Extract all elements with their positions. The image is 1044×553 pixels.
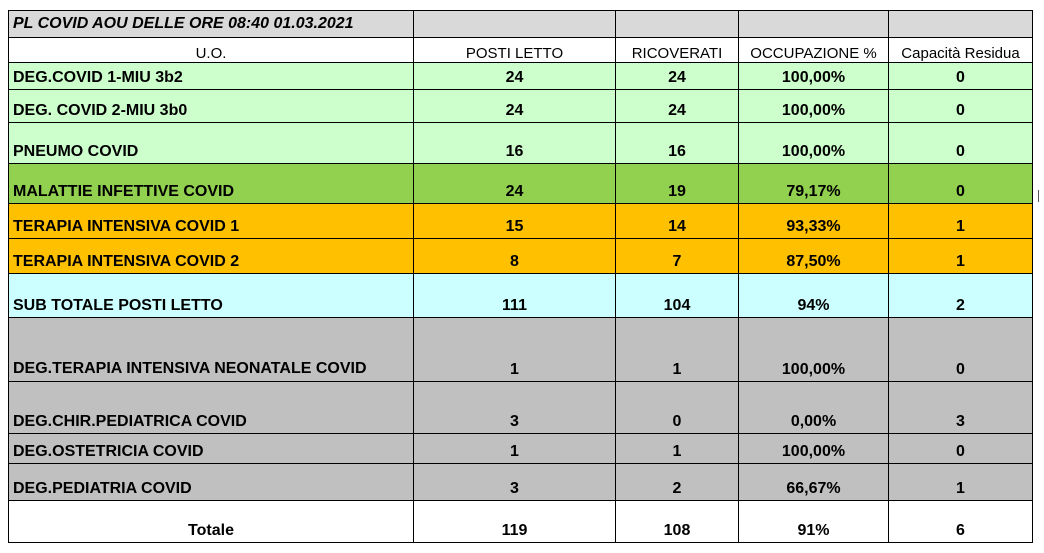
occupazione-cell: 100,00% xyxy=(739,90,889,123)
capacita-cell: 1 xyxy=(889,239,1033,274)
table-row xyxy=(9,274,1033,318)
table-row xyxy=(9,90,1033,123)
posti-letto-cell: 24 xyxy=(414,90,616,123)
ricoverati-total: 108 xyxy=(616,501,739,543)
row-name: SUB TOTALE POSTI LETTO xyxy=(9,274,414,318)
row-name: DEG. COVID 2-MIU 3b0 xyxy=(9,90,414,123)
capacita-cell: 0 xyxy=(889,434,1033,464)
capacita-cell: 0 xyxy=(889,164,1033,204)
row-name: MALATTIE INFETTIVE COVID xyxy=(9,164,414,204)
total-label: Totale xyxy=(9,501,414,543)
ricoverati-cell: 104 xyxy=(616,274,739,318)
row-name: DEG.CHIR.PEDIATRICA COVID xyxy=(9,382,414,434)
ricoverati-cell: 14 xyxy=(616,204,739,239)
capacita-cell: 0 xyxy=(889,63,1033,90)
header-ricoverati: RICOVERATI xyxy=(616,38,739,63)
capacita-cell: 2 xyxy=(889,274,1033,318)
table-row xyxy=(9,434,1033,464)
ricoverati-cell: 16 xyxy=(616,123,739,164)
row-name: DEG.OSTETRICIA COVID xyxy=(9,434,414,464)
posti-letto-cell: 1 xyxy=(414,434,616,464)
ricoverati-cell: 7 xyxy=(616,239,739,274)
header-uo: U.O. xyxy=(9,38,414,63)
row-name: TERAPIA INTENSIVA COVID 2 xyxy=(9,239,414,274)
table-row xyxy=(9,123,1033,164)
posti-letto-cell: 8 xyxy=(414,239,616,274)
ricoverati-cell: 24 xyxy=(616,90,739,123)
ricoverati-cell: 0 xyxy=(616,382,739,434)
occupazione-cell: 100,00% xyxy=(739,318,889,382)
edge-mark xyxy=(1038,190,1039,202)
covid-beds-table xyxy=(8,10,1033,543)
posti-letto-cell: 3 xyxy=(414,382,616,434)
posti-letto-cell: 1 xyxy=(414,318,616,382)
title-cell-empty xyxy=(616,11,739,38)
capacita-cell: 1 xyxy=(889,464,1033,501)
posti-letto-cell: 16 xyxy=(414,123,616,164)
occupazione-cell: 100,00% xyxy=(739,123,889,164)
table-row xyxy=(9,204,1033,239)
capacita-cell: 0 xyxy=(889,123,1033,164)
title-row xyxy=(9,11,1033,38)
table-row xyxy=(9,239,1033,274)
capacita-cell: 3 xyxy=(889,382,1033,434)
posti-letto-cell: 15 xyxy=(414,204,616,239)
posti-letto-cell: 111 xyxy=(414,274,616,318)
row-name: DEG.COVID 1-MIU 3b2 xyxy=(9,63,414,90)
ricoverati-cell: 19 xyxy=(616,164,739,204)
capacita-total: 6 xyxy=(889,501,1033,543)
capacita-cell: 0 xyxy=(889,90,1033,123)
table-row xyxy=(9,464,1033,501)
occupazione-cell: 0,00% xyxy=(739,382,889,434)
occupazione-cell: 79,17% xyxy=(739,164,889,204)
row-name: DEG.TERAPIA INTENSIVA NEONATALE COVID xyxy=(9,318,414,382)
posti-letto-cell: 3 xyxy=(414,464,616,501)
row-name: DEG.PEDIATRIA COVID xyxy=(9,464,414,501)
occupazione-cell: 66,67% xyxy=(739,464,889,501)
posti-letto-total: 119 xyxy=(414,501,616,543)
header-capacita-residua: Capacità Residua xyxy=(889,38,1033,63)
table-title: PL COVID AOU DELLE ORE 08:40 01.03.2021 xyxy=(9,11,414,38)
capacita-cell: 0 xyxy=(889,318,1033,382)
title-cell-empty xyxy=(414,11,616,38)
header-posti-letto: POSTI LETTO xyxy=(414,38,616,63)
occupazione-cell: 94% xyxy=(739,274,889,318)
row-name: PNEUMO COVID xyxy=(9,123,414,164)
table-row xyxy=(9,318,1033,382)
total-row xyxy=(9,501,1033,543)
table-row xyxy=(9,63,1033,90)
occupazione-cell: 100,00% xyxy=(739,63,889,90)
title-cell-empty xyxy=(889,11,1033,38)
header-row xyxy=(9,38,1033,63)
occupazione-cell: 100,00% xyxy=(739,434,889,464)
capacita-cell: 1 xyxy=(889,204,1033,239)
posti-letto-cell: 24 xyxy=(414,164,616,204)
ricoverati-cell: 2 xyxy=(616,464,739,501)
row-name: TERAPIA INTENSIVA COVID 1 xyxy=(9,204,414,239)
ricoverati-cell: 1 xyxy=(616,318,739,382)
occupazione-total: 91% xyxy=(739,501,889,543)
table-row xyxy=(9,382,1033,434)
posti-letto-cell: 24 xyxy=(414,63,616,90)
occupazione-cell: 87,50% xyxy=(739,239,889,274)
title-cell-empty xyxy=(739,11,889,38)
header-occupazione: OCCUPAZIONE % xyxy=(739,38,889,63)
occupazione-cell: 93,33% xyxy=(739,204,889,239)
ricoverati-cell: 1 xyxy=(616,434,739,464)
table-row xyxy=(9,164,1033,204)
ricoverati-cell: 24 xyxy=(616,63,739,90)
